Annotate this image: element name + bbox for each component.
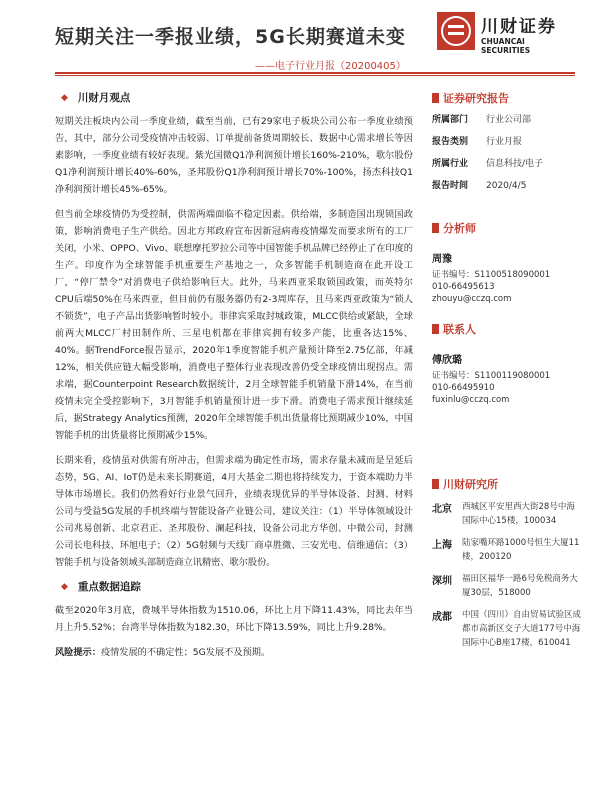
header-divider-thin xyxy=(55,75,575,76)
report-info-row: 报告时间 2020/4/5 xyxy=(432,181,527,191)
company-logo xyxy=(437,10,575,54)
report-info-row: 所属行业 信息科技/电子 xyxy=(432,159,544,169)
section-title: 重点数据追踪 xyxy=(77,581,141,593)
diamond-icon: ◆ xyxy=(61,581,68,592)
analyst-email[interactable]: zhouyu@cczq.com xyxy=(432,294,512,304)
diamond-icon: ◆ xyxy=(61,92,68,103)
logo-mark-icon xyxy=(437,12,475,50)
section-heading-key-data xyxy=(61,579,413,594)
contact-cert: 证书编号：S1100119080001 xyxy=(432,371,551,381)
sidebar-heading-contact: 联系人 xyxy=(432,321,582,337)
bookmark-icon xyxy=(432,223,439,233)
report-title: 短期关注一季报业绩，5G长期赛道未变 xyxy=(55,26,406,48)
bookmark-icon xyxy=(432,479,439,489)
analyst-card xyxy=(432,250,582,305)
data-paragraph: 截至2020年3月底，费城半导体指数为1510.06，环比上月下降11.43%，同比去年当月上升5.52%；台湾半导体指数为182.30，环比下降13.59%，同比上升9.28%。 xyxy=(55,605,413,633)
sidebar-heading-institute: 川财研究所 xyxy=(432,476,582,492)
bookmark-icon xyxy=(432,93,439,103)
office-beijing: 北京 西城区平安里西大街28号中海国际中心15楼，100034 xyxy=(432,502,575,526)
logo-text-cn: 川财证券 xyxy=(481,17,557,37)
sidebar xyxy=(432,90,582,658)
office-chengdu: 成都 中国（四川）自由贸易试验区成都市高新区交子大道177号中海国际中心B座17楼，610041 xyxy=(432,610,582,648)
contact-card xyxy=(432,351,582,406)
paragraph: 长期来看，疫情虽对供需有所冲击，但需求端为确定性市场，需求存量未减而是呈延后态势，5G、AI、IoT仍是未来长期赛道，4月大基金二期也将持续发力，于资本端助力半导体市场增长。我们仍然看好行业景气回升，业绩表现优异的半导体设备、封测、材料公司与受益5G发展的手机终端与智能设备产业链公司，建议关注：（1）半导体领域设计公司兆易创新、北京君正、圣邦股份、澜起科技，设备公司北方华创、中微公司，封测公司长电科技、环旭电子；（2）5G射频与天线厂商卓胜微、三安光电、信维通信；（3）智能手机与设备领域头部制造商立讯精密、歌尔股份。 xyxy=(55,455,413,568)
header-divider xyxy=(55,72,575,74)
logo-text-en: CHUANCAI SECURITIES xyxy=(481,37,531,55)
analyst-phone: 010-66495613 xyxy=(432,282,495,292)
sidebar-heading-analyst: 分析师 xyxy=(432,220,582,236)
main-column xyxy=(55,90,413,661)
risk-warning xyxy=(55,644,413,661)
contact-email[interactable]: fuxinlu@cczq.com xyxy=(432,395,510,405)
bookmark-icon xyxy=(432,324,439,334)
analyst-name: 周豫 xyxy=(432,254,452,265)
risk-label: 风险提示： xyxy=(55,647,101,658)
report-subtitle: ——电子行业月报（20200405） xyxy=(255,61,406,72)
office-shanghai: 上海 陆家嘴环路1000号恒生大厦11楼，200120 xyxy=(432,538,580,562)
contact-phone: 010-66495910 xyxy=(432,383,495,393)
section-heading-monthly-view xyxy=(61,90,413,105)
risk-text: 疫情发展的不确定性；5G发展不及预期。 xyxy=(100,647,271,658)
sidebar-heading-report: 证券研究报告 xyxy=(432,90,582,106)
report-info-row: 报告类别 行业月报 xyxy=(432,137,523,147)
paragraph: 短期关注板块内公司一季度业绩，截至当前，已有29家电子板块公司公布一季度业绩预告，其中，部分公司受疫情冲击较弱、订单提前备货周期较长、数据中心需求增长等因素影响，一季度业绩有较好表现。紫光国微Q1净利润预计增长160%-210%，歌尔股份Q1净利润预计增长40%-60%，圣邦股份Q1净利润预计增长70%-100%，扬杰科技Q1净利润预计增长45%-65%。 xyxy=(55,116,413,195)
paragraph: 但当前全球疫情仍为受控制，供需两端面临不稳定因素。供给端，多制造国出现锁国政策，影响消费电子生产供给。因北方邦政府宣布因新冠病毒疫情爆发而要求所有的工厂关闭，小米、OPPO、Vivo、联想摩托罗拉公司等中国智能手机品牌已经停止了在印度的生产。印度作为全球智能手机重要生产基地之一，众多智能手机制造商在此开设工厂，“停厂禁令”对消费电子供给影响巨大。此外，马来西亚采取锁国政策，而英特尔CPU后端50%在马来西亚，但目前仍有服务器仍有2-3周库存，且马来西亚政策为“锁人不锁货”，电子产品出货影响暂时较小。菲律宾采取封城政策，MLCC供给或紧缺，全球前两大MLCC厂村田制作所、三星电机都在菲律宾拥有较多产能，比重各达15%、40%。据TrendForce报告显示，2020年1季度智能手机产量预计降至2.75亿部，年减12%，相关供应链大幅受影响，消费电子整体行业表现改善仍受全球疫情出现拐点。需求端，据Counterpoint Research数据统计，2月全球智能手机销量下滑14%，在当前疫情未完全受控影响下，3月智能手机销量预计进一步下滑。消费电子需求预计继续延后，据Strategy Analytics预测，2020年全球智能手机出货量将比预期减少10%，中国智能手机的出货量将比预期减少15%。 xyxy=(55,209,413,441)
section-title: 川财月观点 xyxy=(77,92,131,104)
contact-name: 傅欣璐 xyxy=(432,355,462,366)
report-info-row: 所属部门 行业公司部 xyxy=(432,115,532,125)
analyst-cert: 证书编号：S1100518090001 xyxy=(432,270,551,280)
office-shenzhen: 深圳 福田区福华一路6号免税商务大厦30层，518000 xyxy=(432,574,578,598)
